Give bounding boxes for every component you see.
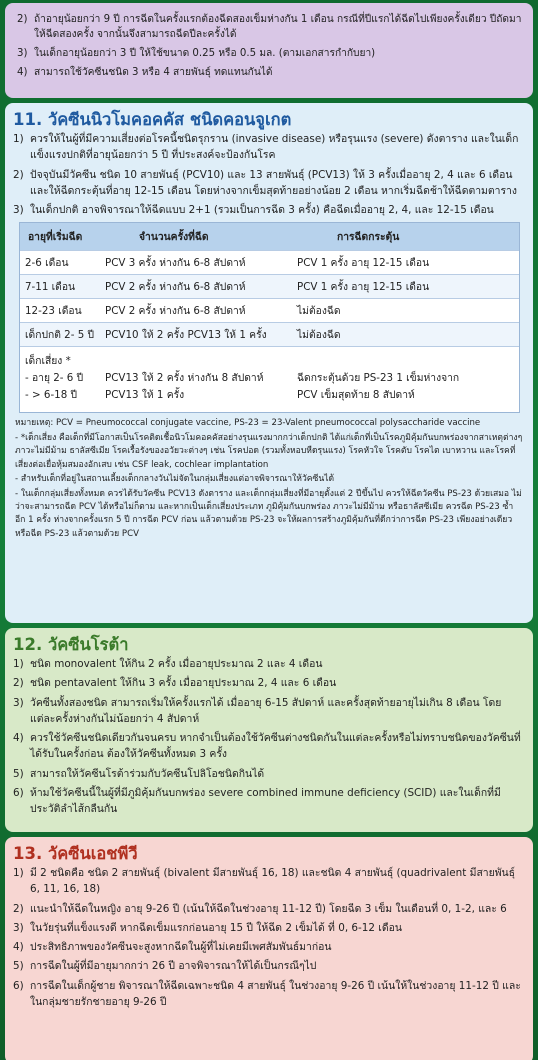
item-text: ควรให้ในผู้ที่มีความเสี่ยงต่อโรคนี้ชนิดรุกราน (invasive disease) หรือรุนแรง (severe) ดังตาราง และในเด็กแข็งแรงปกติที่อายุน้อยกว่า 5 ปี ที่ประสงค์จะป้องกันโรค <box>30 133 519 162</box>
influenza-items <box>17 12 523 80</box>
list-item <box>13 656 525 672</box>
item-text: ชนิด monovalent ให้กิน 2 ครั้ง เมื่ออายุประมาณ 2 และ 4 เดือน <box>30 658 323 670</box>
table-notes <box>13 417 525 541</box>
item-text: ถ้าอายุน้อยกว่า 9 ปี การฉีดในครั้งแรกต้องฉีดสองเข็มห่างกัน 1 เดือน กรณีที่ปีแรกได้ฉีดไปเพียงครั้งเดียว ปีถัดมาให้ฉีดสองครั้ง จากนั้นจึงสามารถฉีดปีละครั้งได้ <box>34 14 522 40</box>
risk-boost-1: ฉีดกระตุ้นด้วย PS-23 1 เข็มห่างจาก <box>297 371 460 384</box>
list-item <box>13 131 525 164</box>
table-cell: PCV 3 ครั้ง ห่างกัน 6-8 สัปดาห์ <box>105 256 246 269</box>
rotavirus-items <box>13 656 525 818</box>
list-item <box>13 167 525 200</box>
list-item <box>17 12 523 42</box>
item-text: ห้ามใช้วัคซีนนี้ในผู้ที่มีภูมิคุ้มกันบกพร่อง severe combined immune deficiency (SCID) และในเด็กที่มีประวัติลำไส้กลืนกัน <box>30 787 501 816</box>
risk-dose-2: PCV13 ให้ 1 ครั้ง <box>105 388 185 401</box>
item-number: 4) <box>13 732 24 745</box>
item-number: 1) <box>13 658 24 670</box>
pcv-schedule-table <box>19 222 520 413</box>
note-abbreviations: หมายเหตุ: PCV = Pneumococcal conjugate vaccine, PS-23 = 23-Valent pneumococcal polysaccharide vaccine <box>15 418 481 429</box>
item-number: 3) <box>13 921 24 934</box>
item-text: ในเด็กปกติ อาจพิจารณาให้ฉีดแบบ 2+1 (รวมเป็นการฉีด 3 ครั้ง) คือฉีดเมื่ออายุ 2, 4, และ 12-15 เดือน <box>30 204 494 217</box>
item-number: 1) <box>13 867 24 879</box>
note-high-risk-definition: - *เด็กเสี่ยง คือเด็กที่มีโอกาสเป็นโรคติดเชื้อนิวโมคอคคัสอย่างรุนแรงมากกว่าเด็กปกติ ได้แก่เด็กที่เป็นโรคภูมิคุ้มกันบกพร่องจากสาเหตุต่างๆ ภาวะไม่มีม้าม ธาลัสซีเมีย โรคเรื้อรังของอวัยวะต่างๆ เช่น โรคปอด (รวมทั้งหอบหืดรุนแรง) โรคหัวใจ โรคตับ โรคไต เบาหวาน และโรคที่เสี่ยงต่อเยื่อหุ้มสมองอักเสบ เช่น CSF leak, cochlear implantation <box>15 432 523 470</box>
item-text: ปัจจุบันมีวัคซีน ชนิด 10 สายพันธุ์ (PCV10) และ 13 สายพันธุ์ (PCV13) ให้ 3 ครั้งเมื่ออายุ 2, 4 และ 6 เดือน และให้ฉีดกระตุ้นที่อายุ 12-15 เดือน โดยห่างจากเข็มสุดท้ายอย่างน้อย 2 เดือน หากเริ่มฉีดช้าให้ฉีดตามตาราง <box>30 168 517 197</box>
list-item <box>17 46 523 61</box>
column-header-booster: การฉีดกระตุ้น <box>337 230 400 243</box>
item-number: 2) <box>13 168 24 181</box>
note-ps23: - ในเด็กกลุ่มเสี่ยงทั้งหมด ควรได้รับวัคซีน PCV13 ดังตาราง และเด็กกลุ่มเสี่ยงที่มีอายุตั้งแต่ 2 ปีขึ้นไป ควรให้ฉีดวัคซีน PS-23 ด้วยเสมอ ไม่ว่าจะสามารถฉีด PCV ได้หรือไม่ก็ตาม และหากเป็นเด็กเสี่ยงประเภท ภูมิคุ้มกันบกพร่อง ภาวะไม่มีม้าม หรือธาลัสซีเมีย ควรฉีด PS-23 ซ้ำอีก 1 ครั้ง ห่างจากครั้งแรก 5 ปี การฉีด PCV ก่อน แล้วตามด้วย PS-23 จะให้ผลการสร้างภูมิคุ้มกันที่ดีกว่าการฉีด PS-23 เพียงอย่างเดียว หรือฉีด PS-23 แล้วตามด้วย PCV <box>15 488 522 539</box>
risk-dose-1: PCV13 ให้ 2 ครั้ง ห่างกัน 8 สัปดาห์ <box>105 371 264 384</box>
table-cell <box>20 352 101 403</box>
risk-label: เด็กเสี่ยง * <box>25 354 71 367</box>
section-title: 12. วัคซีนโรต้า <box>13 635 129 654</box>
pneumococcal-items <box>13 131 525 218</box>
risk-age-1: - อายุ 2- 6 ปี <box>25 371 84 384</box>
table-row <box>20 322 519 346</box>
hpv-section <box>5 837 533 1060</box>
item-text: การฉีดในผู้ที่มีอายุมากกว่า 26 ปี อาจพิจารณาให้ได้เป็นกรณีๆไป <box>30 960 317 973</box>
list-item <box>13 675 525 691</box>
list-item <box>13 865 525 898</box>
risk-boost-2: PCV เข็มสุดท้าย 8 สัปดาห์ <box>297 388 415 401</box>
item-text: วัคซีนทั้งสองชนิด สามารถเริ่มให้ครั้งแรกได้ เมื่ออายุ 6-15 สัปดาห์ และครั้งสุดท้ายอายุไม่เกิน 8 เดือน โดยแต่ละครั้งห่างกันไม่น้อยกว่า 4 สัปดาห์ <box>30 696 502 725</box>
item-text: แนะนำให้ฉีดในหญิง อายุ 9-26 ปี (เน้นให้ฉีดในช่วงอายุ 11-12 ปี) โดยฉีด 3 เข็ม ในเดือนที่ 0, 1-2, และ 6 <box>30 902 507 915</box>
table-cell: PCV 2 ครั้ง ห่างกัน 6-8 สัปดาห์ <box>105 304 246 317</box>
note-daycare: - สำหรับเด็กที่อยู่ในสถานเลี้ยงเด็กกลางวันไม่จัดในกลุ่มเสี่ยงแต่อาจพิจารณาให้วัคซีนได้ <box>15 474 335 485</box>
item-number: 2) <box>13 902 24 915</box>
item-text: สามารถให้วัคซีนโรต้าร่วมกับวัคซีนโปลิโอชนิดกินได้ <box>30 767 265 780</box>
item-number: 2) <box>13 677 24 690</box>
table-header <box>20 223 519 250</box>
item-text: สามารถใช้วัคซีนชนิด 3 หรือ 4 สายพันธุ์ ทดแทนกันได้ <box>34 67 273 78</box>
table-row <box>20 274 519 298</box>
item-text: ชนิด pentavalent ให้กิน 3 ครั้ง เมื่ออายุประมาณ 2, 4 และ 6 เดือน <box>30 677 337 690</box>
list-item <box>13 202 525 218</box>
table-cell: PCV10 ให้ 2 ครั้ง PCV13 ให้ 1 ครั้ง <box>105 328 267 341</box>
item-text: การฉีดในเด็กผู้ชาย พิจารณาให้ฉีดเฉพาะชนิด 4 สายพันธุ์ ในช่วงอายุ 9-26 ปี เน้นให้ในช่วงอายุ 11-12 ปี และในกลุ่มชายรักชายอายุ 9-26 ปี <box>30 979 521 1009</box>
table-row <box>20 298 519 322</box>
item-number: 2) <box>17 14 28 25</box>
table-cell: PCV 1 ครั้ง อายุ 12-15 เดือน <box>297 256 430 269</box>
list-item <box>13 958 525 974</box>
list-item <box>13 939 525 955</box>
list-item <box>13 766 525 782</box>
table-row-high-risk <box>20 346 519 412</box>
list-item <box>13 785 525 818</box>
list-item <box>13 920 525 936</box>
item-text: ประสิทธิภาพของวัคซีนจะสูงหากฉีดในผู้ที่ไม่เคยมีเพศสัมพันธ์มาก่อน <box>30 941 332 954</box>
item-number: 3) <box>13 696 24 709</box>
rotavirus-section <box>5 628 533 832</box>
table-cell: PCV 1 ครั้ง อายุ 12-15 เดือน <box>297 280 430 293</box>
table-cell: เด็กปกติ 2- 5 ปี <box>25 328 95 341</box>
item-text: ในเด็กอายุน้อยกว่า 3 ปี ให้ใช้ขนาด 0.25 หรือ 0.5 มล. (ตามเอกสารกำกับยา) <box>34 48 376 59</box>
item-number: 3) <box>13 204 24 217</box>
table-cell: 12-23 เดือน <box>25 304 82 317</box>
item-number: 5) <box>13 767 24 780</box>
column-header-start-age: อายุที่เริ่มฉีด <box>28 230 83 243</box>
list-item <box>13 695 525 728</box>
list-item <box>13 901 525 917</box>
table-row <box>20 250 519 274</box>
item-number: 6) <box>13 979 24 992</box>
table-cell: 2-6 เดือน <box>25 256 69 269</box>
influenza-continued-panel <box>5 3 533 98</box>
item-number: 4) <box>17 67 28 78</box>
table-cell: 7-11 เดือน <box>25 280 76 293</box>
list-item <box>13 978 525 1011</box>
hpv-items <box>13 865 525 1010</box>
item-number: 5) <box>13 960 24 973</box>
item-text: มี 2 ชนิดคือ ชนิด 2 สายพันธุ์ (bivalent มีสายพันธุ์ 16, 18) และชนิด 4 สายพันธุ์ (quadrivalent มีสายพันธุ์ 6, 11, 16, 18) <box>30 867 516 896</box>
item-text: ควรใช้วัคซีนชนิดเดียวกันจนครบ หากจำเป็นต้องใช้วัคซีนต่างชนิดกันในแต่ละครั้งหรือไม่ทราบชนิดของวัคซีนที่ได้รับในครั้งก่อน ต้องให้วัคซีนทั้งหมด 3 ครั้ง <box>30 732 521 761</box>
item-number: 1) <box>13 133 24 145</box>
list-item <box>13 730 525 763</box>
table-cell <box>293 352 519 403</box>
table-cell <box>101 352 293 403</box>
table-cell: ไม่ต้องฉีด <box>297 328 341 341</box>
section-title: 13. วัคซีนเอชพีวี <box>13 844 138 863</box>
table-cell: PCV 2 ครั้ง ห่างกัน 6-8 สัปดาห์ <box>105 280 246 293</box>
column-header-doses: จำนวนครั้งที่ฉีด <box>139 230 209 243</box>
table-cell: ไม่ต้องฉีด <box>297 304 341 317</box>
item-text: ในวัยรุ่นที่แข็งแรงดี หากฉีดเข็มแรกก่อนอายุ 15 ปี ให้ฉีด 2 เข็มได้ ที่ 0, 6-12 เดือน <box>30 921 402 934</box>
item-number: 6) <box>13 787 24 800</box>
item-number: 3) <box>17 48 28 59</box>
pneumococcal-section <box>5 103 533 623</box>
section-title: 11. วัคซีนนิวโมคอคคัส ชนิดคอนจูเกต <box>13 110 292 129</box>
list-item <box>17 65 523 80</box>
item-number: 4) <box>13 941 24 954</box>
risk-age-2: - > 6-18 ปี <box>25 388 78 401</box>
